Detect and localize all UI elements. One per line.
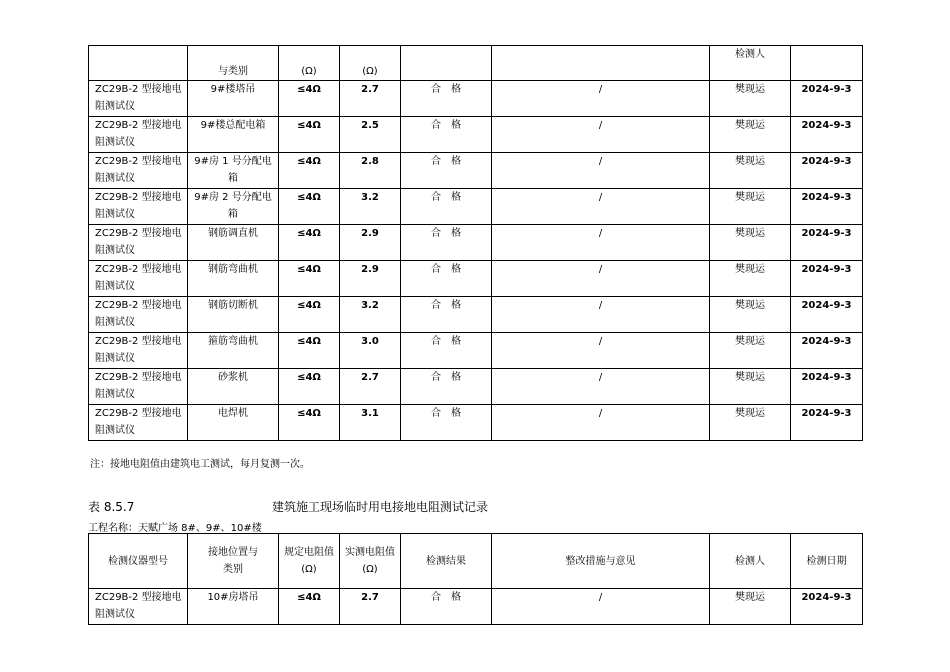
location-cell: 箍筋弯曲机: [188, 333, 279, 369]
grounding-record-table-continued: [88, 45, 863, 441]
result-cell: 合 格: [401, 297, 492, 333]
header-instrument-model: 检测仪器型号: [89, 534, 188, 589]
date-cell: 2024-9-3: [791, 405, 863, 441]
table-row: [89, 117, 863, 153]
table-row: [89, 333, 863, 369]
inspector-cell: 樊现运: [710, 405, 791, 441]
measured-resistance-cell: 2.7: [340, 81, 401, 117]
inspector-cell: 樊现运: [710, 153, 791, 189]
table-row: [89, 261, 863, 297]
spec-resistance-cell: ≤4Ω: [279, 189, 340, 225]
table-number: 表 8.5.7: [88, 500, 135, 514]
location-cell: 9#楼塔吊: [188, 81, 279, 117]
header-inspector: 检测人: [710, 46, 791, 81]
result-cell: 合 格: [401, 369, 492, 405]
instrument-model-cell: ZC29B-2 型接地电阻测试仪: [89, 81, 188, 117]
project-name: 工程名称：天赋广场 8#、9#、10#楼: [88, 523, 262, 534]
header-location-category: 接地位置与类别: [188, 534, 279, 589]
spec-resistance-cell: ≤4Ω: [279, 589, 340, 625]
instrument-model-cell: ZC29B-2 型接地电阻测试仪: [89, 225, 188, 261]
table-header-row: [89, 534, 863, 589]
header-remedy: 整改措施与意见: [492, 534, 710, 589]
instrument-model-cell: ZC29B-2 型接地电阻测试仪: [89, 189, 188, 225]
measured-resistance-cell: 2.9: [340, 261, 401, 297]
table-row: [89, 369, 863, 405]
instrument-model-cell: ZC29B-2 型接地电阻测试仪: [89, 369, 188, 405]
instrument-model-cell: ZC29B-2 型接地电阻测试仪: [89, 333, 188, 369]
remedy-cell: /: [492, 589, 710, 625]
result-cell: 合 格: [401, 405, 492, 441]
date-cell: 2024-9-3: [791, 81, 863, 117]
header-measured-resistance: 实测电阻值(Ω): [340, 534, 401, 589]
table-row: [89, 225, 863, 261]
result-cell: 合 格: [401, 589, 492, 625]
location-cell: 10#房塔吊: [188, 589, 279, 625]
remedy-cell: /: [492, 333, 710, 369]
location-cell: 钢筋弯曲机: [188, 261, 279, 297]
table-row: [89, 153, 863, 189]
instrument-model-cell: ZC29B-2 型接地电阻测试仪: [89, 297, 188, 333]
header-spec-unit: (Ω): [279, 46, 340, 81]
date-cell: 2024-9-3: [791, 117, 863, 153]
date-cell: 2024-9-3: [791, 189, 863, 225]
inspector-cell: 樊现运: [710, 117, 791, 153]
remedy-cell: /: [492, 153, 710, 189]
header-date: 检测日期: [791, 534, 863, 589]
spec-resistance-cell: ≤4Ω: [279, 225, 340, 261]
result-cell: 合 格: [401, 225, 492, 261]
header-location-category: 与类别: [188, 46, 279, 81]
table-header-row: [89, 46, 863, 81]
header-cell-empty: [89, 46, 188, 81]
inspector-cell: 樊现运: [710, 189, 791, 225]
spec-resistance-cell: ≤4Ω: [279, 117, 340, 153]
spec-resistance-cell: ≤4Ω: [279, 81, 340, 117]
header-measured-unit: (Ω): [340, 46, 401, 81]
inspector-cell: 樊现运: [710, 225, 791, 261]
header-cell-empty: [492, 46, 710, 81]
result-cell: 合 格: [401, 333, 492, 369]
inspector-cell: 樊现运: [710, 297, 791, 333]
date-cell: 2024-9-3: [791, 225, 863, 261]
header-cell-empty: [401, 46, 492, 81]
inspector-cell: 樊现运: [710, 261, 791, 297]
spec-resistance-cell: ≤4Ω: [279, 297, 340, 333]
table-row: [89, 297, 863, 333]
table-row: [89, 81, 863, 117]
location-cell: 砂浆机: [188, 369, 279, 405]
date-cell: 2024-9-3: [791, 153, 863, 189]
remedy-cell: /: [492, 369, 710, 405]
location-cell: 钢筋切断机: [188, 297, 279, 333]
instrument-model-cell: ZC29B-2 型接地电阻测试仪: [89, 153, 188, 189]
table-row: [89, 189, 863, 225]
header-cell-empty: [791, 46, 863, 81]
spec-resistance-cell: ≤4Ω: [279, 333, 340, 369]
footnote: 注：接地电阻值由建筑电工测试，每月复测一次。: [90, 459, 310, 470]
measured-resistance-cell: 3.2: [340, 189, 401, 225]
instrument-model-cell: ZC29B-2 型接地电阻测试仪: [89, 405, 188, 441]
spec-resistance-cell: ≤4Ω: [279, 369, 340, 405]
header-spec-resistance: 规定电阻值(Ω): [279, 534, 340, 589]
location-cell: 电焊机: [188, 405, 279, 441]
table-row: [89, 405, 863, 441]
instrument-model-cell: ZC29B-2 型接地电阻测试仪: [89, 261, 188, 297]
date-cell: 2024-9-3: [791, 589, 863, 625]
spec-resistance-cell: ≤4Ω: [279, 153, 340, 189]
measured-resistance-cell: 2.8: [340, 153, 401, 189]
inspector-cell: 樊现运: [710, 589, 791, 625]
location-cell: 9#房 2 号分配电箱: [188, 189, 279, 225]
inspector-cell: 樊现运: [710, 369, 791, 405]
remedy-cell: /: [492, 405, 710, 441]
spec-resistance-cell: ≤4Ω: [279, 405, 340, 441]
remedy-cell: /: [492, 225, 710, 261]
result-cell: 合 格: [401, 153, 492, 189]
result-cell: 合 格: [401, 189, 492, 225]
date-cell: 2024-9-3: [791, 333, 863, 369]
measured-resistance-cell: 3.2: [340, 297, 401, 333]
measured-resistance-cell: 2.5: [340, 117, 401, 153]
grounding-record-table: [88, 533, 863, 625]
measured-resistance-cell: 2.7: [340, 369, 401, 405]
table-row: [89, 589, 863, 625]
result-cell: 合 格: [401, 81, 492, 117]
remedy-cell: /: [492, 261, 710, 297]
remedy-cell: /: [492, 117, 710, 153]
header-inspector: 检测人: [710, 534, 791, 589]
location-cell: 9#房 1 号分配电箱: [188, 153, 279, 189]
date-cell: 2024-9-3: [791, 297, 863, 333]
remedy-cell: /: [492, 297, 710, 333]
remedy-cell: /: [492, 189, 710, 225]
spec-resistance-cell: ≤4Ω: [279, 261, 340, 297]
measured-resistance-cell: 3.0: [340, 333, 401, 369]
measured-resistance-cell: 2.9: [340, 225, 401, 261]
date-cell: 2024-9-3: [791, 261, 863, 297]
result-cell: 合 格: [401, 261, 492, 297]
instrument-model-cell: ZC29B-2 型接地电阻测试仪: [89, 117, 188, 153]
header-result: 检测结果: [401, 534, 492, 589]
inspector-cell: 樊现运: [710, 333, 791, 369]
measured-resistance-cell: 3.1: [340, 405, 401, 441]
date-cell: 2024-9-3: [791, 369, 863, 405]
measured-resistance-cell: 2.7: [340, 589, 401, 625]
inspector-cell: 樊现运: [710, 81, 791, 117]
location-cell: 9#楼总配电箱: [188, 117, 279, 153]
remedy-cell: /: [492, 81, 710, 117]
result-cell: 合 格: [401, 117, 492, 153]
location-cell: 钢筋调直机: [188, 225, 279, 261]
instrument-model-cell: ZC29B-2 型接地电阻测试仪: [89, 589, 188, 625]
table-title: 建筑施工现场临时用电接地电阻测试记录: [272, 500, 489, 514]
